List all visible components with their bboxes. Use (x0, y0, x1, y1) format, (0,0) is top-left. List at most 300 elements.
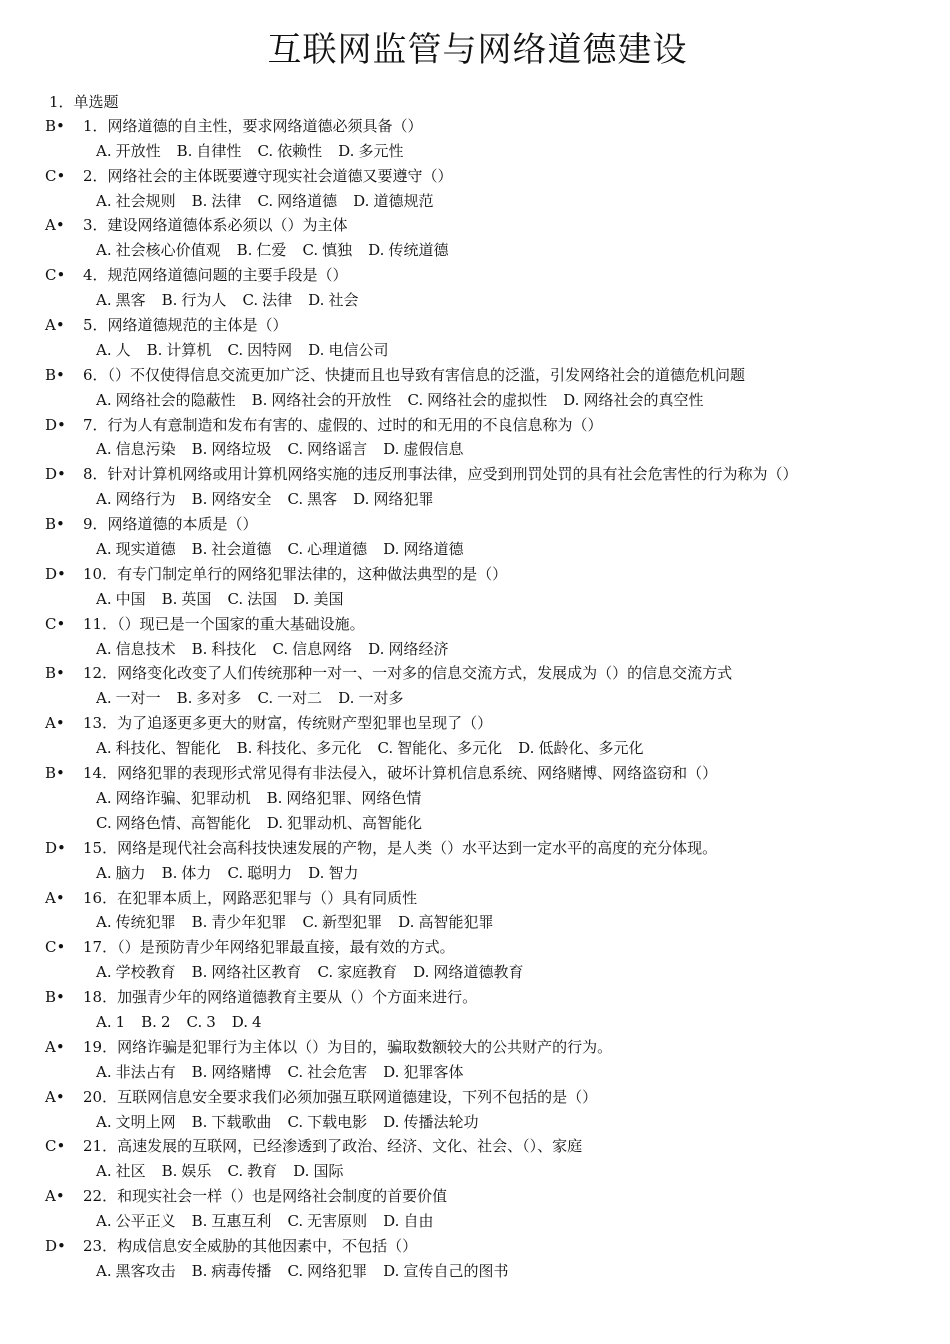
option-letter: C. (257, 141, 274, 160)
option-letter: B. (161, 863, 178, 882)
option-text: 网络社会的虚拟性 (427, 390, 548, 409)
options-row (45, 1110, 930, 1135)
answer-marker: C• (45, 1137, 66, 1156)
option-letter: A. (96, 440, 112, 459)
option-letter: D. (231, 1012, 249, 1031)
option-text: 新型犯罪 (322, 913, 383, 932)
option (162, 861, 212, 886)
option (413, 960, 523, 985)
option-letter: A. (96, 340, 112, 359)
options-row (45, 487, 930, 512)
option-letter: C. (227, 1162, 244, 1181)
option-text: 脑力 (115, 863, 146, 882)
option (162, 288, 227, 313)
option-letter: C. (227, 340, 244, 359)
question-item (45, 462, 930, 512)
answer-marker: A• (45, 216, 65, 235)
question-item (45, 711, 930, 761)
question-stem: 22．和现实社会一样（）也是网络社会制度的首要价值 (83, 1187, 448, 1206)
question-line (45, 1035, 930, 1060)
question-stem: 12．网络变化改变了人们传统那种一对一、一对多的信息交流方式，发展成为（）的信息交流方式 (83, 664, 733, 683)
option (192, 637, 257, 662)
options-row (45, 437, 930, 462)
question-line (45, 711, 930, 736)
option-text: 社会危害 (307, 1062, 368, 1081)
option-letter: B. (191, 191, 208, 210)
option-letter: A. (96, 1062, 112, 1081)
option (96, 338, 131, 363)
option-letter: B. (191, 490, 208, 509)
answer-marker: D• (45, 1236, 66, 1255)
option-letter: C. (287, 490, 304, 509)
option-text: 网络社会的真空性 (583, 390, 704, 409)
option-letter: D. (383, 1212, 400, 1231)
question-item (45, 1035, 930, 1085)
option-text: 一对多 (358, 689, 404, 708)
option-letter: A. (96, 589, 112, 608)
options-row (45, 811, 930, 836)
option (317, 960, 397, 985)
option-letter: D. (413, 963, 430, 982)
question-stem: 10．有专门制定单行的网络犯罪法律的，这种做法典型的是（） (83, 564, 508, 583)
answer-marker: B• (45, 764, 65, 783)
option-letter: A. (96, 1012, 112, 1031)
question-stem: 9．网络道德的本质是（） (83, 515, 258, 534)
option-text: 下载电影 (307, 1112, 368, 1131)
answer-marker: A• (45, 1087, 65, 1106)
option (308, 288, 358, 313)
options-row (45, 1259, 930, 1284)
option (177, 139, 242, 164)
option-letter: C. (257, 689, 274, 708)
option-text: 社会 (328, 291, 359, 310)
option-text: 美国 (313, 589, 344, 608)
answer-marker: D• (45, 465, 66, 484)
question-item (45, 612, 930, 662)
option-text: 法国 (247, 589, 278, 608)
option (518, 736, 643, 761)
option-text: 网络道德 (403, 540, 464, 559)
option-text: 网络道德教育 (433, 963, 524, 982)
question-stem: 14．网络犯罪的表现形式常见得有非法侵入，破坏计算机信息系统、网络赌博、网络盗窃和（） (83, 764, 718, 783)
option-letter: A. (96, 1112, 112, 1131)
option-letter: D. (293, 589, 310, 608)
option (96, 1110, 176, 1135)
option-text: 法律 (211, 191, 242, 210)
option-text: 网络社区教育 (211, 963, 302, 982)
option (267, 786, 422, 811)
option-text: 互惠互利 (211, 1212, 272, 1231)
option-letter: A. (96, 739, 112, 758)
option-letter: B. (191, 1062, 208, 1081)
option-letter: C. (242, 291, 259, 310)
options-row (45, 1010, 930, 1035)
option-text: 行为人 (181, 291, 227, 310)
question-line (45, 1184, 930, 1209)
option-text: 中国 (115, 589, 146, 608)
question-stem: 16．在犯罪本质上，网路恶犯罪与（）具有同质性 (83, 888, 418, 907)
option-text: 犯罪客体 (403, 1062, 464, 1081)
option (242, 288, 292, 313)
option-text: 智能化、多元化 (397, 739, 503, 758)
question-item (45, 1234, 930, 1284)
option-letter: D. (383, 440, 400, 459)
question-item (45, 213, 930, 263)
option-letter: C. (287, 1112, 304, 1131)
option-letter: C. (227, 589, 244, 608)
option (287, 537, 367, 562)
option-text: 社会规则 (115, 191, 176, 210)
option-text: 聪明力 (247, 863, 293, 882)
option (96, 910, 176, 935)
answer-marker: A• (45, 1037, 65, 1056)
option (192, 1110, 272, 1135)
answer-marker: C• (45, 266, 66, 285)
option-letter: A. (96, 788, 112, 807)
options-row (45, 861, 930, 886)
option (96, 437, 176, 462)
option-letter: B. (191, 639, 208, 658)
options-row (45, 786, 930, 811)
option-text: 4 (252, 1012, 262, 1031)
options-row (45, 637, 930, 662)
option-letter: A. (96, 241, 112, 260)
option-text: 英国 (181, 589, 212, 608)
option-letter: B. (191, 913, 208, 932)
question-item (45, 263, 930, 313)
option-text: 3 (206, 1012, 216, 1031)
option (96, 1159, 146, 1184)
option-text: 信息技术 (115, 639, 176, 658)
option-text: 社会道德 (211, 540, 272, 559)
option-text: 网络诈骗、犯罪动机 (115, 788, 251, 807)
option (257, 686, 322, 711)
option (96, 1209, 176, 1234)
options-row (45, 960, 930, 985)
option-text: 道德规范 (373, 191, 434, 210)
question-item (45, 761, 930, 836)
option-text: 传播法轮功 (403, 1112, 479, 1131)
option-letter: A. (96, 540, 112, 559)
option (383, 1259, 508, 1284)
option-letter: D. (293, 1162, 310, 1181)
option (227, 587, 277, 612)
option-text: 网络赌博 (211, 1062, 272, 1081)
question-stem: 4．规范网络道德问题的主要手段是（） (83, 266, 348, 285)
option-text: 公平正义 (115, 1212, 176, 1231)
option-text: 慎独 (322, 241, 353, 260)
option-letter: B. (191, 1112, 208, 1131)
option-text: 2 (160, 1012, 171, 1031)
answer-marker: A• (45, 1187, 65, 1206)
option (192, 1060, 272, 1085)
question-line (45, 761, 930, 786)
option (96, 139, 161, 164)
question-stem: 17．（）是预防青少年网络犯罪最直接，最有效的方式。 (83, 938, 455, 957)
question-item (45, 413, 930, 463)
option-letter: B. (176, 141, 193, 160)
option (96, 861, 146, 886)
option-text: 网络经济 (388, 639, 449, 658)
answer-marker: D• (45, 838, 66, 857)
option (257, 189, 337, 214)
option (96, 686, 161, 711)
question-item (45, 562, 930, 612)
options-row (45, 587, 930, 612)
option-text: 无害原则 (307, 1212, 368, 1231)
question-line (45, 1234, 930, 1259)
option-letter: C. (287, 440, 304, 459)
option (267, 811, 422, 836)
option-text: 宣传自己的图书 (403, 1261, 509, 1280)
answer-marker: D• (45, 564, 66, 583)
option (96, 487, 176, 512)
question-stem: 20．互联网信息安全要求我们必须加强互联网道德建设，下列不包括的是（） (83, 1087, 598, 1106)
option-letter: C. (287, 1212, 304, 1231)
option-letter: A. (96, 963, 112, 982)
question-stem: 23．构成信息安全威胁的其他因素中，不包括（） (83, 1236, 418, 1255)
question-list (45, 114, 930, 1284)
answer-marker: B• (45, 988, 65, 1007)
option-letter: D. (338, 141, 355, 160)
option (96, 637, 176, 662)
option-text: 网络色情、高智能化 (115, 813, 251, 832)
option-letter: A. (96, 390, 112, 409)
option-text: 自律性 (196, 141, 242, 160)
question-line (45, 512, 930, 537)
option-letter: A. (96, 191, 112, 210)
question-line (45, 363, 930, 388)
option (232, 1010, 262, 1035)
option (192, 537, 272, 562)
option-letter: B. (236, 739, 253, 758)
question-line (45, 462, 930, 487)
option (192, 487, 272, 512)
section-heading: 1．单选题 (49, 92, 119, 111)
option (383, 437, 463, 462)
option-text: 计算机 (166, 340, 212, 359)
option (368, 238, 448, 263)
question-line (45, 562, 930, 587)
option-text: 家庭教育 (337, 963, 398, 982)
option-letter: C. (377, 739, 394, 758)
answer-marker: C• (45, 614, 66, 633)
option-text: 一对一 (115, 689, 161, 708)
question-stem: 1．网络道德的自主性，要求网络道德必须具备（） (83, 116, 423, 135)
question-stem: 18．加强青少年的网络道德教育主要从（）个方面来进行。 (83, 988, 478, 1007)
option-letter: A. (96, 1162, 112, 1181)
option (237, 736, 362, 761)
option (227, 338, 292, 363)
option-letter: C. (186, 1012, 203, 1031)
option-text: 国际 (313, 1162, 344, 1181)
options-row (45, 338, 930, 363)
option (383, 1060, 463, 1085)
option-text: 下载歌曲 (211, 1112, 272, 1131)
option (237, 238, 287, 263)
question-item (45, 164, 930, 214)
option-letter: C. (302, 913, 319, 932)
option (383, 1209, 433, 1234)
option-text: 病毒传播 (211, 1261, 272, 1280)
options-row (45, 238, 930, 263)
option-letter: B. (251, 390, 268, 409)
option (293, 1159, 343, 1184)
answer-marker: C• (45, 166, 66, 185)
option-text: 青少年犯罪 (211, 913, 287, 932)
question-stem: 15．网络是现代社会高科技快速发展的产物，是人类（）水平达到一定水平的高度的充分体现。 (83, 838, 718, 857)
option (162, 587, 212, 612)
option-letter: D. (383, 540, 400, 559)
option (563, 388, 703, 413)
option (338, 686, 403, 711)
option (192, 910, 287, 935)
option (308, 338, 388, 363)
option-text: 低龄化、多元化 (538, 739, 644, 758)
option-text: 网络犯罪 (307, 1261, 368, 1280)
option (353, 189, 433, 214)
option (293, 587, 343, 612)
option-text: 教育 (247, 1162, 278, 1181)
option (96, 288, 146, 313)
option-letter: A. (96, 1261, 112, 1280)
answer-marker: A• (45, 714, 65, 733)
option-letter: D. (368, 639, 385, 658)
option-letter: B. (141, 1012, 157, 1031)
answer-marker: B• (45, 365, 65, 384)
option-text: 科技化、智能化 (115, 739, 221, 758)
question-line (45, 836, 930, 861)
option (287, 1209, 367, 1234)
option-letter: A. (96, 913, 112, 932)
option-letter: A. (96, 639, 112, 658)
question-stem: 7．行为人有意制造和发布有害的、虚假的、过时的和无用的不良信息称为（） (83, 415, 603, 434)
options-row (45, 686, 930, 711)
option-letter: C. (287, 1261, 304, 1280)
options-row (45, 537, 930, 562)
question-item (45, 512, 930, 562)
option-text: 体力 (181, 863, 212, 882)
option (287, 1259, 367, 1284)
answer-marker: B• (45, 664, 65, 683)
option-letter: B. (191, 540, 208, 559)
option-letter: C. (287, 1062, 304, 1081)
options-row (45, 736, 930, 761)
option (96, 587, 146, 612)
answer-marker: B• (45, 116, 65, 135)
question-item (45, 1085, 930, 1135)
option-text: 传统道德 (388, 241, 449, 260)
options-row (45, 288, 930, 313)
option-text: 网络社会的隐蔽性 (115, 390, 236, 409)
question-stem: 5．网络道德规范的主体是（） (83, 316, 288, 335)
question-stem: 3．建设网络道德体系必须以（）为主体 (83, 216, 348, 235)
question-stem: 21．高速发展的互联网，已经渗透到了政治、经济、文化、社会、（）、家庭 (83, 1137, 583, 1156)
option (302, 910, 382, 935)
question-line (45, 114, 930, 139)
answer-marker: B• (45, 515, 65, 534)
option-text: 仁爱 (256, 241, 287, 260)
option-text: 法律 (262, 291, 293, 310)
option-text: 网络谣言 (307, 440, 368, 459)
option (383, 537, 463, 562)
option-letter: B. (161, 1162, 178, 1181)
option-letter: C. (302, 241, 319, 260)
options-row (45, 910, 930, 935)
question-stem: 6．（）不仅使得信息交流更加广泛、快捷而且也导致有害信息的泛滥，引发网络社会的道德危机问题 (83, 365, 746, 384)
question-item (45, 836, 930, 886)
option (353, 487, 433, 512)
question-line (45, 164, 930, 189)
question-item (45, 363, 930, 413)
option-text: 网络道德 (277, 191, 338, 210)
option-letter: D. (563, 390, 580, 409)
option-text: 文明上网 (115, 1112, 176, 1131)
option (96, 811, 251, 836)
question-line (45, 263, 930, 288)
option-text: 依赖性 (277, 141, 323, 160)
option-text: 智力 (328, 863, 359, 882)
option-letter: B. (176, 689, 193, 708)
option-letter: D. (308, 340, 325, 359)
options-row (45, 1060, 930, 1085)
option-text: 社区 (115, 1162, 146, 1181)
option-letter: A. (96, 1212, 112, 1231)
option-text: 网络安全 (211, 490, 272, 509)
option-letter: D. (308, 291, 325, 310)
option-text: 电信公司 (328, 340, 389, 359)
option-letter: D. (338, 689, 355, 708)
option (407, 388, 547, 413)
option-letter: C. (272, 639, 289, 658)
option-letter: D. (518, 739, 535, 758)
option-letter: B. (161, 291, 178, 310)
option-letter: B. (146, 340, 163, 359)
option (141, 1010, 170, 1035)
option-text: 黑客 (307, 490, 338, 509)
option-letter: B. (191, 1212, 208, 1231)
option-letter: D. (368, 241, 385, 260)
option-text: 科技化、多元化 (256, 739, 362, 758)
option-text: 信息网络 (292, 639, 353, 658)
option-letter: D. (353, 490, 370, 509)
option-text: 信息污染 (115, 440, 176, 459)
option (187, 1010, 216, 1035)
option (192, 960, 302, 985)
question-line (45, 935, 930, 960)
option-text: 网络行为 (115, 490, 176, 509)
option (192, 189, 242, 214)
question-item (45, 1184, 930, 1234)
option (398, 910, 493, 935)
question-line (45, 612, 930, 637)
question-item (45, 661, 930, 711)
option-text: 科技化 (211, 639, 257, 658)
option (96, 189, 176, 214)
option-letter: A. (96, 141, 112, 160)
option-text: 心理道德 (307, 540, 368, 559)
option-letter: D. (398, 913, 415, 932)
answer-marker: A• (45, 316, 65, 335)
question-item (45, 985, 930, 1035)
option-text: 一对二 (277, 689, 323, 708)
option-letter: B. (191, 440, 208, 459)
option (287, 437, 367, 462)
option (227, 861, 292, 886)
option-letter: D. (383, 1112, 400, 1131)
question-line (45, 661, 930, 686)
answer-marker: D• (45, 415, 66, 434)
